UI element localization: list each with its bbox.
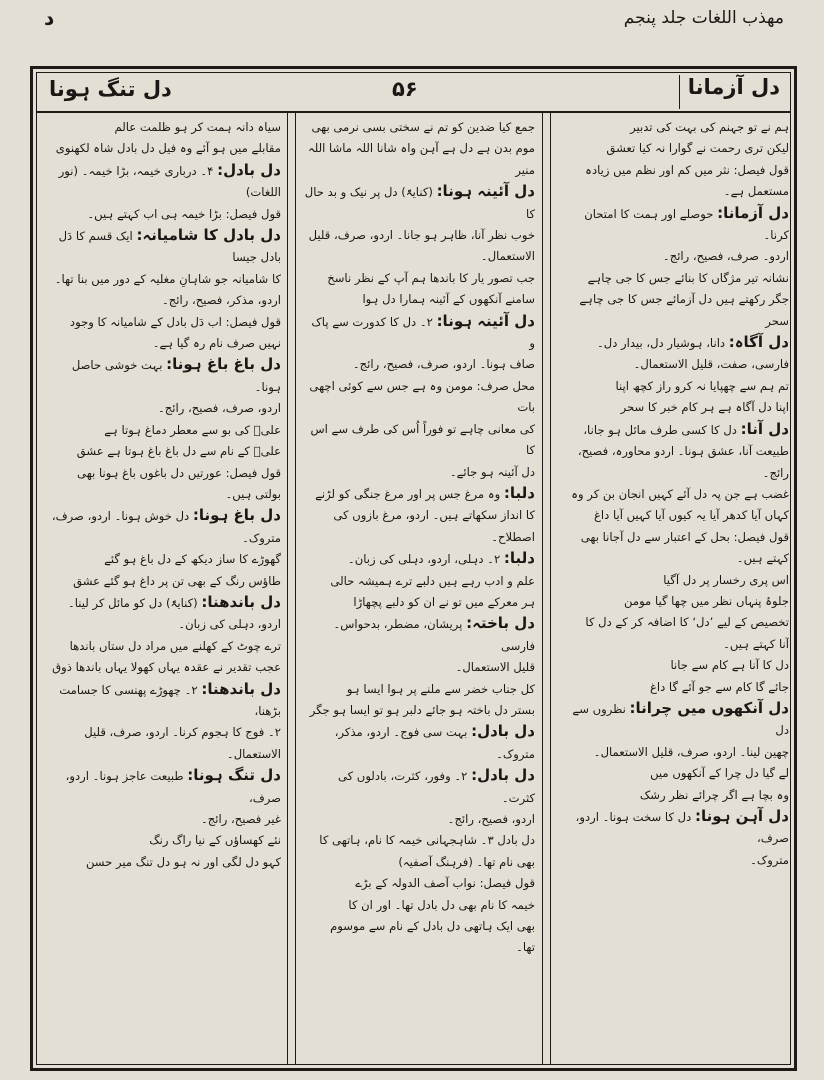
header-left-headword: دل تنگ ہونا [49, 77, 172, 101]
text-line: عجب تقدیر نے عقدہ یہاں کھولا یہاں باندھا ذوق [52, 660, 281, 675]
text-line: مقابلے میں ہو آئے وہ فیل دل بادل شاہ لکھنوی [55, 141, 281, 156]
text-line: صاف ہونا۔ اردو، صرف، فصیح، رائج۔ [352, 357, 535, 372]
text-line: کا شامیانہ جو شاہانِ مغلیہ کے دور میں بنا تھا۔ [54, 271, 281, 286]
headword: دلبا: [503, 549, 535, 568]
headword: دل آنکھوں میں چرانا: [629, 698, 789, 717]
text-line [303, 548, 535, 570]
headword: دل تنگ ہونا: [187, 766, 281, 785]
text-line [557, 806, 789, 850]
text-line: آنا کہتے ہیں۔ [723, 636, 789, 651]
left-column [45, 117, 281, 1056]
text-line: خوب نظر آنا، ظاہر ہو جانا۔ اردو، صرف، قلیل الاستعمال۔ [308, 228, 535, 264]
headword: دل آئینہ ہونا: [436, 182, 535, 201]
column-divider-left [287, 111, 288, 1064]
text-line [303, 721, 535, 765]
page-number: ۵۶ [392, 77, 418, 101]
definition: ایک قسم کا دَل بادل جیسا [58, 229, 281, 265]
definition: ۲۔ دل کا کدورت سے پاک و [311, 314, 535, 351]
text-line: نشانہ تیر مژگاں کا بنائے جس کا جی چاہے [587, 270, 789, 285]
text-line [303, 311, 535, 355]
headword: دل باندھنا: [201, 679, 281, 698]
header-right-headword: دل آزمانا [679, 75, 780, 109]
text-line: غضب ہے جن پہ دل آئے کہیں انجان بن کر وہ [571, 486, 789, 501]
definition: (کنایۃً) دل پر نیک و بد حال کا [304, 185, 535, 221]
text-line: ۲۔ فوج کا ہجوم کرنا۔ اردو، صرف، قلیل الاستعمال۔ [84, 725, 281, 761]
text-line [45, 225, 281, 269]
text-line: فارسی، صفت، قلیل الاستعمال۔ [633, 357, 789, 372]
text-line: جب تصور یار کا باندھا ہم آپ کے نظر ناسخ [327, 270, 535, 285]
text-line: دل بادل ۳۔ شاہجہانی خیمہ کا نام، ہاتھی کا [319, 833, 535, 848]
headword: دل باغ باغ ہونا: [166, 355, 281, 374]
text-line: اردو، فصیح، رائج۔ [447, 812, 535, 826]
headword: دل بادل: [471, 766, 535, 785]
headword: دل آنا: [740, 419, 789, 438]
text-line: بستر دل باختہ ہو جائے دلبر ہو تو ایسا ہو جگر [309, 702, 535, 717]
definition: پریشان، مضطر، بدحواس۔ فارسی [333, 617, 535, 653]
definition: حوصلے اور ہمت کا امتحان کرنا۔ [584, 206, 789, 243]
text-line: قول فیصل: بڑا خیمہ ہی اب کہتے ہیں۔ [87, 206, 281, 221]
text-line [45, 592, 281, 614]
text-line: اردو۔ صرف، فصیح، رائج۔ [662, 249, 789, 264]
text-line [557, 332, 789, 354]
text-line: خیمہ کا نام بھی دل بادل تھا۔ اور ان کا [348, 897, 535, 912]
text-line: وہ بچا ہے اگر چرائے نظر رشک [639, 787, 789, 802]
definition: ۴۔ درباری خیمہ، بڑا خیمہ۔ (نور اللغات) [58, 163, 281, 200]
text-line: تم ہم سے چھپایا نہ کرو راز کچھ اپنا [615, 378, 789, 393]
definition: نظروں سے دل [572, 701, 789, 738]
text-line: نہیں صرف نام رہ گیا ہے۔ [152, 336, 281, 351]
text-line: قول فیصل: نواب آصف الدولہ کے بڑے [355, 876, 535, 891]
definition: بہت سی فوج۔ اردو، مذکر، متروک۔ [334, 725, 535, 761]
text-line [557, 203, 789, 247]
text-line: جگر رکھتے ہیں دل آزمائے جس کا جی چاہے سحر [579, 292, 789, 328]
text-line: بولتی ہیں۔ [225, 486, 281, 501]
definition: دل خوش ہونا۔ اردو، صرف، [51, 509, 193, 524]
text-line: ہم نے تو جہنم کی بہت کی تدبیر [630, 120, 789, 134]
text-line: لیکن تری رحمت نے گوارا نہ کیا تعشق [606, 141, 789, 156]
text-line: قول فیصل: بحل کے اعتبار سے دل آجانا بھی [580, 529, 789, 544]
text-line: چھین لینا۔ اردو، صرف، قلیل الاستعمال۔ [593, 744, 789, 759]
text-line: سیاہ دانہ ہمت کر ہو ظلمت عالم [114, 120, 281, 134]
text-line: سامنے آنکھوں کے آئینہ ہمارا دل ہوا [362, 292, 535, 307]
definition: دانا، ہوشیار دل، بیدار دل۔ [596, 336, 729, 351]
headword: دل بادل: [471, 722, 535, 741]
text-line: متروک۔ [750, 852, 789, 867]
text-line: تخصیص کے لیے ’دل‘ کا اضافہ کر کے دل کا [585, 615, 789, 630]
page-frame [30, 66, 797, 1071]
text-line: اردو، دہلی کی زبان۔ [178, 617, 281, 632]
text-line: اپنا دل آگاہ ہے ہر کام خبر کا سحر [620, 400, 789, 415]
definition: دل کا کسی طرف مائل ہو جانا، [583, 422, 741, 437]
text-line: علیؑ کے نام سے دل باغ باغ ہوتا ہے عشق [76, 444, 281, 459]
running-head: مهذب اللغات جلد پنجم [623, 8, 784, 28]
text-line: کل جناب خضر سے ملنے پر ہوا ایسا ہو [346, 681, 535, 696]
text-line [557, 419, 789, 441]
definition: بہت خوشی حاصل ہونا۔ [71, 358, 281, 394]
definition: ۲۔ چھوڑے پھنسی کا جسامت بڑھنا، [59, 682, 281, 718]
text-line: اس پری رخسار پر دل آگیا [663, 572, 789, 587]
text-line [45, 765, 281, 809]
definition: دل کا سخت ہونا۔ اردو، صرف، [575, 810, 789, 846]
text-line: بھی نام تھا۔ (فرہنگ آصفیہ) [398, 854, 535, 869]
text-line: کہو دل لگی اور نہ ہو دل تنگ میر حسن [85, 854, 281, 869]
text-line: جمع کیا ضدین کو تم نے سختی بسی نرمی بھی [311, 120, 535, 134]
text-line [45, 160, 281, 204]
text-line: طاؤس رنگ کے بھی تن پر داغ ہو گئے عشق [73, 573, 281, 588]
column-divider-right [542, 111, 543, 1064]
text-line: قول فیصل: اب دَل بادل کے شامیانہ کا وجود [69, 314, 281, 329]
text-line: جلوۂ پنہاں نظر میں چھا گیا مومن [624, 593, 789, 608]
text-line: متروک۔ [242, 530, 281, 545]
text-line: علم و ادب رہے ہیں دلبے ترے ہمیشہ حالی [330, 573, 535, 588]
text-line [45, 505, 281, 527]
text-line [303, 613, 535, 657]
text-line: اردو، صرف، فصیح، رائج۔ [157, 401, 281, 416]
text-line [45, 354, 281, 398]
column-divider-right-double [550, 111, 551, 1064]
text-line: علیؑ کی بو سے معطر دماغ ہوتا ہے [104, 422, 281, 437]
text-line: قلیل الاستعمال۔ [455, 660, 535, 675]
headword: دل آزمانا: [717, 203, 789, 222]
column-divider-left-double [295, 111, 296, 1064]
text-line: بھی ایک ہاتھی دل بادل کے نام سے موسوم [330, 919, 535, 934]
definition: وہ مرغ جس پر اور مرغ جنگی کو لڑنے [315, 486, 504, 501]
headword: دلبا: [503, 483, 535, 502]
headword: دل بادل کا شامیانہ: [136, 226, 281, 245]
text-line: نئے کھساؤں کے نیا راگ رنگ [149, 833, 281, 848]
headword: دل بادل: [217, 160, 281, 179]
text-line: قول فیصل: عورتیں دل باغوں باغ ہونا بھی [77, 465, 281, 480]
text-line: کا انداز سکھاتے ہیں۔ اردو، مرغ بازوں کی اصطلاح۔ [333, 508, 535, 544]
text-line: غیر فصیح، رائج۔ [201, 812, 281, 826]
middle-column [303, 117, 535, 1056]
definition: ۲۔ وفور، کثرت، بادلوں کی کثرت۔ [337, 769, 535, 805]
text-line [45, 679, 281, 723]
headword: دل باغ ہونا: [192, 506, 281, 525]
header-row [37, 73, 790, 113]
text-line: لے گیا دل چرا کے آنکھوں میں [650, 766, 789, 781]
text-line: ترے چوٹ کے کھلنے میں مراد دل ستاں باندھا [69, 638, 281, 653]
text-line: تھا۔ [516, 940, 535, 955]
headword: دل آگاہ: [728, 333, 789, 352]
headword: دل آئینہ ہونا: [436, 311, 535, 330]
text-line: کی معانی چاہے تو فوراً اُس کی طرف سے اس کا [310, 421, 535, 458]
text-line: جائے گا کام سے جو آئے گا داغ [649, 679, 789, 694]
text-line: دل کا آنا ہے کام سے جانا [670, 658, 789, 673]
definition: (کنایۃً) دل کو مائل کر لینا۔ [67, 595, 202, 610]
page-mark: د [44, 6, 55, 30]
text-line: ہر معرکے میں تو نے ان کو دلبے پچھاڑا [353, 594, 535, 609]
text-line [303, 483, 535, 505]
text-line: اردو، مذکر، فصیح، رائج۔ [162, 293, 281, 308]
text-line: گھوڑے کا ساز دیکھ کے دل باغ ہو گئے [104, 552, 281, 567]
text-line: کہاں آیا کدھر آیا یہ کیوں آیا کہیں آیا داغ [593, 508, 789, 523]
text-line: محل صرف: مومن وہ ہے جس سے کوئی اچھی بات [309, 378, 535, 415]
headword: دل باختہ: [466, 614, 535, 633]
headword: دل آہن ہونا: [694, 807, 789, 825]
headword: دل باندھنا: [201, 592, 281, 611]
text-line: طبیعت آنا، عشق ہونا۔ اردو محاورہ، فصیح، رائج۔ [577, 444, 789, 480]
text-line: دل آئینہ ہو جائے۔ [449, 464, 535, 479]
text-line [303, 181, 535, 225]
right-column [557, 117, 789, 1056]
definition: ۲۔ دہلی، اردو، دہلی کی زبان۔ [347, 552, 504, 567]
definition: طبیعت عاجز ہونا۔ اردو، صرف، [65, 769, 281, 805]
text-line [557, 698, 789, 742]
text-line: قول فیصل: نثر میں کم اور نظم میں زیادہ مستعمل ہے۔ [585, 162, 789, 199]
page-frame-inner [36, 72, 791, 1065]
text-line: کہتے ہیں۔ [736, 551, 789, 566]
text-line [303, 765, 535, 809]
text-line: موم بدن ہے دل ہے آہن واہ شانا اللہ ماشا اللہ منیر [307, 141, 535, 177]
